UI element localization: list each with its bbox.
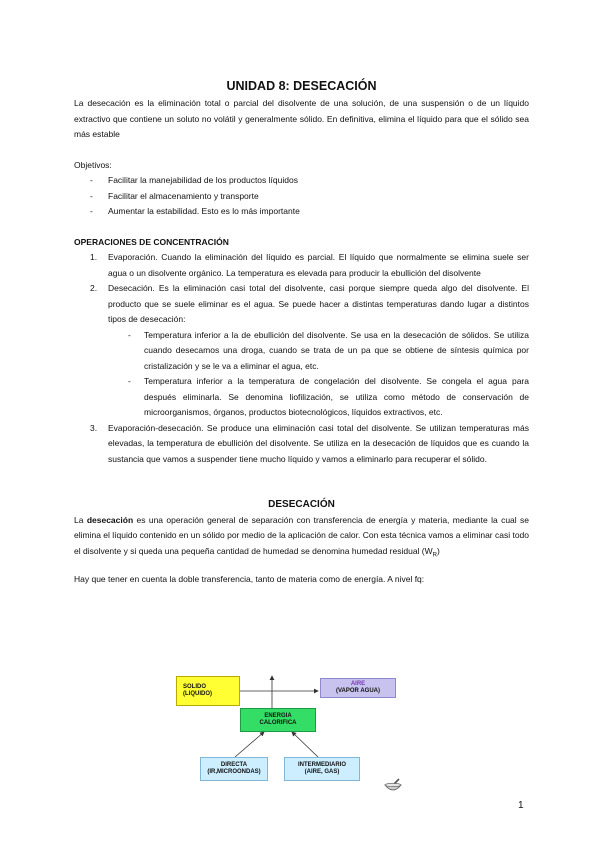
intermediario-label: INTERMEDIARIO	[298, 762, 346, 768]
operation-item	[74, 250, 529, 281]
directa-sublabel: (IR,MICROONDAS)	[207, 769, 261, 775]
section-paragraph	[74, 513, 529, 564]
aire-box	[320, 678, 396, 698]
operation-item	[74, 281, 529, 421]
directa-arrow	[235, 732, 264, 757]
aire-label: AIRE	[350, 681, 366, 687]
objectives-list	[74, 173, 529, 220]
page-title: UNIDAD 8: DESECACIÓN	[226, 79, 377, 93]
document-page	[74, 78, 529, 587]
objective-item: - Facilitar el almacenamiento y transporte	[74, 189, 529, 205]
intermediario-box	[284, 757, 360, 781]
section-title: DESECACIÓN	[268, 499, 335, 510]
energy-transfer-diagram	[160, 670, 400, 795]
desecation-type-item: - Temperatura inferior a la de ebullición del disolvente. Se usa en la desecación de sólidos. Se utiliza cuando desecamos una droga, cuando se trata de un pa que se obtiene de síntesis química por cristalización y se le va a eliminar el agua, etc.	[108, 328, 529, 375]
desecation-types-list	[108, 328, 529, 421]
energia-label: ENERGIA	[264, 713, 292, 719]
energia-sublabel: CALORIFICA	[259, 720, 297, 726]
operations-heading: OPERACIONES DE CONCENTRACIÓN	[74, 236, 229, 247]
transfer-paragraph: Hay que tener en cuenta la doble transferencia, tanto de materia como de energía. A nivel fq:	[74, 573, 425, 584]
paragraph-prefix: La	[74, 514, 87, 525]
mortar-pestle-icon	[382, 778, 404, 794]
operation-number: 3.	[90, 422, 98, 433]
objectives-heading: Objetivos:	[74, 159, 112, 170]
paragraph-subscript: R	[432, 552, 438, 559]
objective-item: - Facilitar la manejabilidad de los productos líquidos	[74, 173, 529, 189]
aire-sublabel: (VAPOR AGUA)	[336, 688, 380, 694]
operation-text: Desecación. Es la eliminación casi total del disolvente, casi porque siempre queda algo del disolvente. El producto que se suele eliminar es el agua. Se puede hacer a distintas temperaturas dando lugar a distintos tipos de desecación:	[108, 283, 529, 324]
paragraph-bold-term: desecación	[86, 514, 134, 525]
solido-label: SOLIDO	[183, 684, 207, 690]
energia-box	[240, 708, 316, 732]
page-number: 1	[518, 800, 524, 811]
operation-text: Evaporación-desecación. Se produce una eliminación casi total del disolvente. Se utilizan temperaturas más elevadas, la temperatura de ebullición del disolvente. Se utiliza en la desecación de líquidos que es cuando la sustancia que vamos a suspender tiene mucho líquido y vamos a eliminarlo para recuperar el sólido.	[108, 422, 529, 464]
intermediario-arrow	[292, 732, 318, 757]
operation-number: 2.	[90, 283, 98, 293]
operation-number: 1.	[90, 252, 98, 262]
paragraph-body: es una operación general de separación con transferencia de energía y materia, mediante la cual se elimina el líquido contenido en un sólido por medio de la aplicación de calor. Con esta técnica vamos a eliminar casi todo el disolvente y si queda una pequeña cantidad de humedad se denomina humedad residual (W	[74, 514, 530, 556]
operation-text: Evaporación. Cuando la eliminación del líquido es parcial. El líquido que normalmente se elimina suele ser agua o un disolvente orgánico. La temperatura es elevada para producir la ebullición del disolvente	[108, 252, 529, 278]
intro-paragraph: La desecación es la eliminación total o parcial del disolvente de una solución, de una suspensión o de un líquido extractivo que contiene un soluto no volátil y generalmente sólido. En definitiva, elimina el líquido para que el sólido sea más estable	[74, 98, 529, 139]
paragraph-end: )	[437, 545, 440, 556]
desecation-type-item: - Temperatura inferior a la temperatura de congelación del disolvente. Se congela el agua para después eliminarla. Se denomina liofilización, se utiliza como método de conservación de microorganismos, órganos, productos biotecnológicos, líquidos extractivos, etc.	[108, 374, 529, 421]
operations-list	[74, 250, 529, 467]
operation-item	[74, 421, 529, 468]
objective-item: - Aumentar la estabilidad. Esto es lo más importante	[74, 204, 529, 220]
solido-box	[176, 676, 240, 706]
solido-sublabel: (LIQUIDO)	[183, 691, 212, 697]
intermediario-sublabel: (AIRE, GAS)	[304, 769, 340, 775]
directa-label: DIRECTA	[220, 762, 248, 768]
directa-box	[200, 757, 268, 781]
